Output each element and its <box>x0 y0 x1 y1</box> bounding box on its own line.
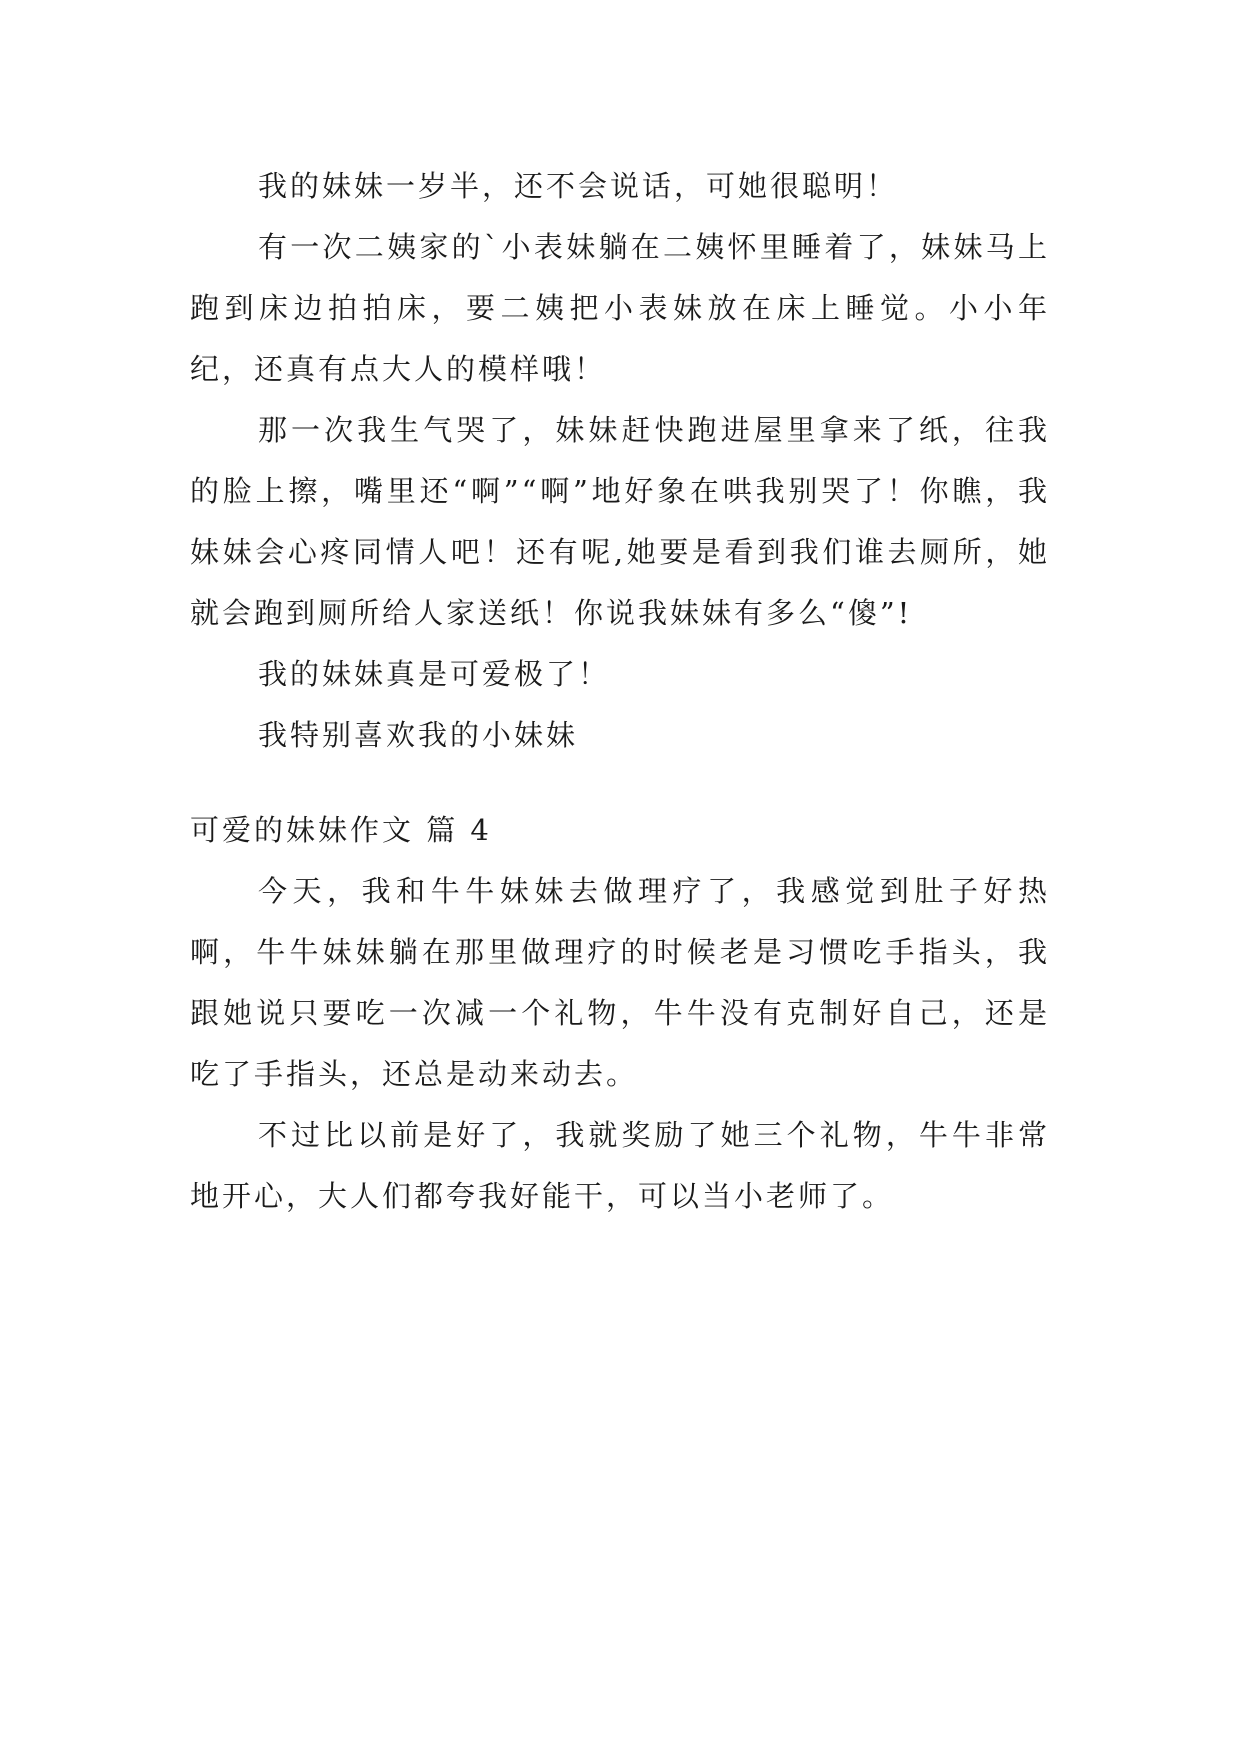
paragraph: 那一次我生气哭了，妹妹赶快跑进屋里拿来了纸，往我的脸上擦，嘴里还“啊”“啊”地好象在哄我别哭了！你瞧，我妹妹会心疼同情人吧！还有呢,她要是看到我们谁去厕所，她就会跑到厕所给人家送纸！你说我妹妹有多么“傻”! <box>190 413 1050 630</box>
essay-section-3-tail <box>190 156 1050 766</box>
paragraph: 我的妹妹一岁半，还不会说话，可她很聪明！ <box>258 169 899 203</box>
essay-section-4 <box>190 800 1050 1227</box>
section-title: 可爱的妹妹作文 篇 4 <box>190 813 492 847</box>
paragraph: 有一次二姨家的`小表妹躺在二姨怀里睡着了，妹妹马上跑到床边拍拍床，要二姨把小表妹放在床上睡觉。小小年纪，还真有点大人的模样哦！ <box>190 230 1050 386</box>
paragraph: 不过比以前是好了，我就奖励了她三个礼物，牛牛非常地开心，大人们都夸我好能干，可以当小老师了。 <box>190 1118 1050 1213</box>
paragraph: 我的妹妹真是可爱极了！ <box>258 657 611 691</box>
paragraph: 我特别喜欢我的小妹妹 <box>258 718 579 752</box>
paragraph: 今天，我和牛牛妹妹去做理疗了，我感觉到肚子好热啊，牛牛妹妹躺在那里做理疗的时候老是习惯吃手指头，我跟她说只要吃一次减一个礼物，牛牛没有克制好自己，还是吃了手指头，还总是动来动去。 <box>190 874 1050 1091</box>
